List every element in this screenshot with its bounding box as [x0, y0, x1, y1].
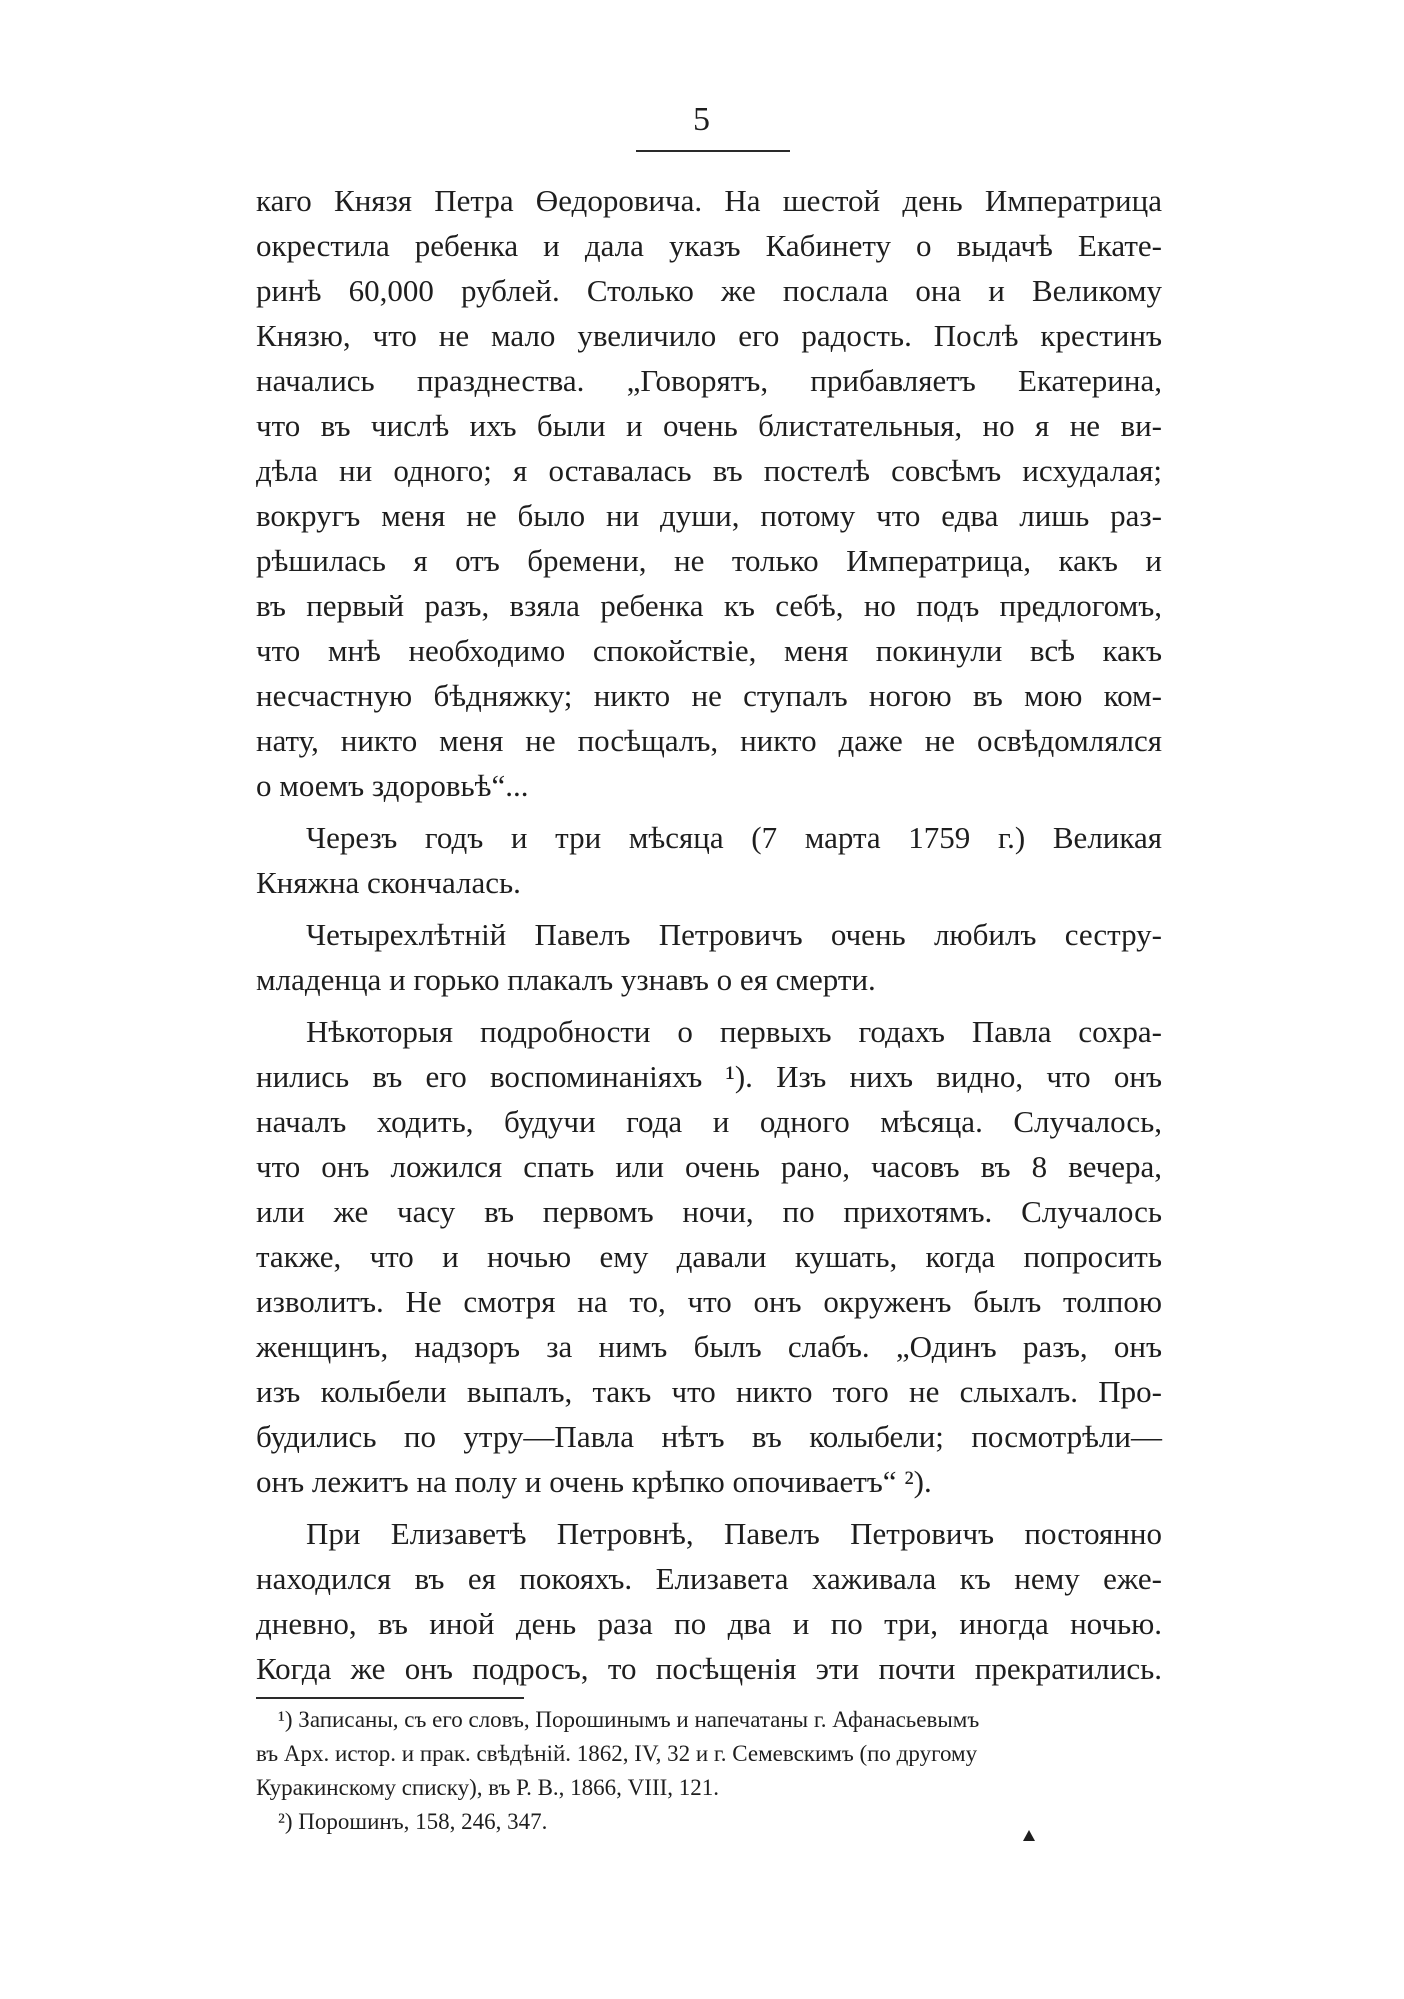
page-number: 5	[693, 101, 711, 138]
text-line: нату, никто меня не посѣщалъ, никто даже не освѣдомлялся	[256, 723, 1162, 758]
text-line: изъ колыбели выпалъ, такъ что никто того не слыхалъ. Про-	[256, 1374, 1162, 1409]
text-line: дневно, въ иной день раза по два и по три, иногда ночью.	[256, 1606, 1162, 1641]
footnote-line: ²) Порошинъ, 158, 246, 347.	[278, 1809, 548, 1834]
text-line: что онъ ложился спать или очень рано, часовъ въ 8 вечера,	[256, 1149, 1162, 1184]
text-line: несчастную бѣдняжку; никто не ступалъ ногою въ мою ком-	[256, 678, 1162, 713]
text-line: каго Князя Петра Өедоровича. На шестой день Императрица	[256, 183, 1162, 218]
paragraph-first-line: Черезъ годъ и три мѣсяца (7 марта 1759 г.) Великая	[306, 820, 1162, 855]
text-line: рѣшилась я отъ бремени, не только Императрица, какъ и	[256, 543, 1162, 578]
text-line: началъ ходить, будучи года и одного мѣсяца. Случалось,	[256, 1104, 1162, 1139]
paragraph-first-line: Нѣкоторыя подробности о первыхъ годахъ Павла сохра-	[306, 1014, 1162, 1049]
text-line: о моемъ здоровьѣ“...	[256, 768, 529, 803]
main-text	[256, 178, 1162, 1839]
text-line: Когда же онъ подросъ, то посѣщенія эти почти прекратились.	[256, 1651, 1162, 1686]
footnote-line: Куракинскому списку), въ Р. В., 1866, VIII, 121.	[256, 1775, 720, 1800]
text-line: въ первый разъ, взяла ребенка къ себѣ, но подъ предлогомъ,	[256, 588, 1162, 623]
text-line: Князю, что не мало увеличило его радость. Послѣ крестинъ	[256, 318, 1162, 353]
text-line: женщинъ, надзоръ за нимъ былъ слабъ. „Одинъ разъ, онъ	[256, 1329, 1162, 1364]
page-number-rule	[636, 150, 790, 152]
text-line: нились въ его воспоминаніяхъ ¹). Изъ нихъ видно, что онъ	[256, 1059, 1162, 1094]
text-line: окрестила ребенка и дала указъ Кабинету о выдачѣ Екате-	[256, 228, 1162, 263]
footnote-line: ¹) Записаны, съ его словъ, Порошинымъ и напечатаны г. Афанасьевымъ	[278, 1707, 980, 1732]
text-line: младенца и горько плакалъ узнавъ о ея смерти.	[256, 962, 876, 997]
text-line: начались празднества. „Говорятъ, прибавляетъ Екатерина,	[256, 363, 1162, 398]
text-line: изволитъ. Не смотря на то, что онъ окруженъ былъ толпою	[256, 1284, 1162, 1319]
text-line: или же часу въ первомъ ночи, по прихотямъ. Случалось	[256, 1194, 1162, 1229]
footnote-line: въ Арх. истор. и прак. свѣдѣній. 1862, IV, 32 и г. Семевскимъ (по другому	[256, 1741, 978, 1766]
text-line: что въ числѣ ихъ были и очень блистательныя, но я не ви-	[256, 408, 1162, 443]
text-line: будились по утру—Павла нѣтъ въ колыбели; посмотрѣли—	[256, 1419, 1162, 1454]
text-line: онъ лежитъ на полу и очень крѣпко опочиваетъ“ ²).	[256, 1464, 932, 1499]
paragraph-first-line: Четырехлѣтній Павелъ Петровичъ очень любилъ сестру-	[306, 917, 1162, 952]
text-line: что мнѣ необходимо спокойствіе, меня покинули всѣ какъ	[256, 633, 1162, 668]
footnote-rule	[256, 1697, 524, 1699]
text-line: Княжна скончалась.	[256, 865, 521, 900]
text-line: вокругъ меня не было ни души, потому что едва лишь раз-	[256, 498, 1162, 533]
text-line: ринѣ 60,000 рублей. Столько же послала она и Великому	[256, 273, 1162, 308]
text-line: дѣла ни одного; я оставалась въ постелѣ совсѣмъ исхудалая;	[256, 453, 1162, 488]
text-line: также, что и ночью ему давали кушать, когда попросить	[256, 1239, 1162, 1274]
paragraph-first-line: При Елизаветѣ Петровнѣ, Павелъ Петровичъ постоянно	[306, 1516, 1162, 1551]
text-line: находился въ ея покояхъ. Елизавета хаживала къ нему еже-	[256, 1561, 1162, 1596]
printer-mark-icon	[1022, 1829, 1036, 1843]
